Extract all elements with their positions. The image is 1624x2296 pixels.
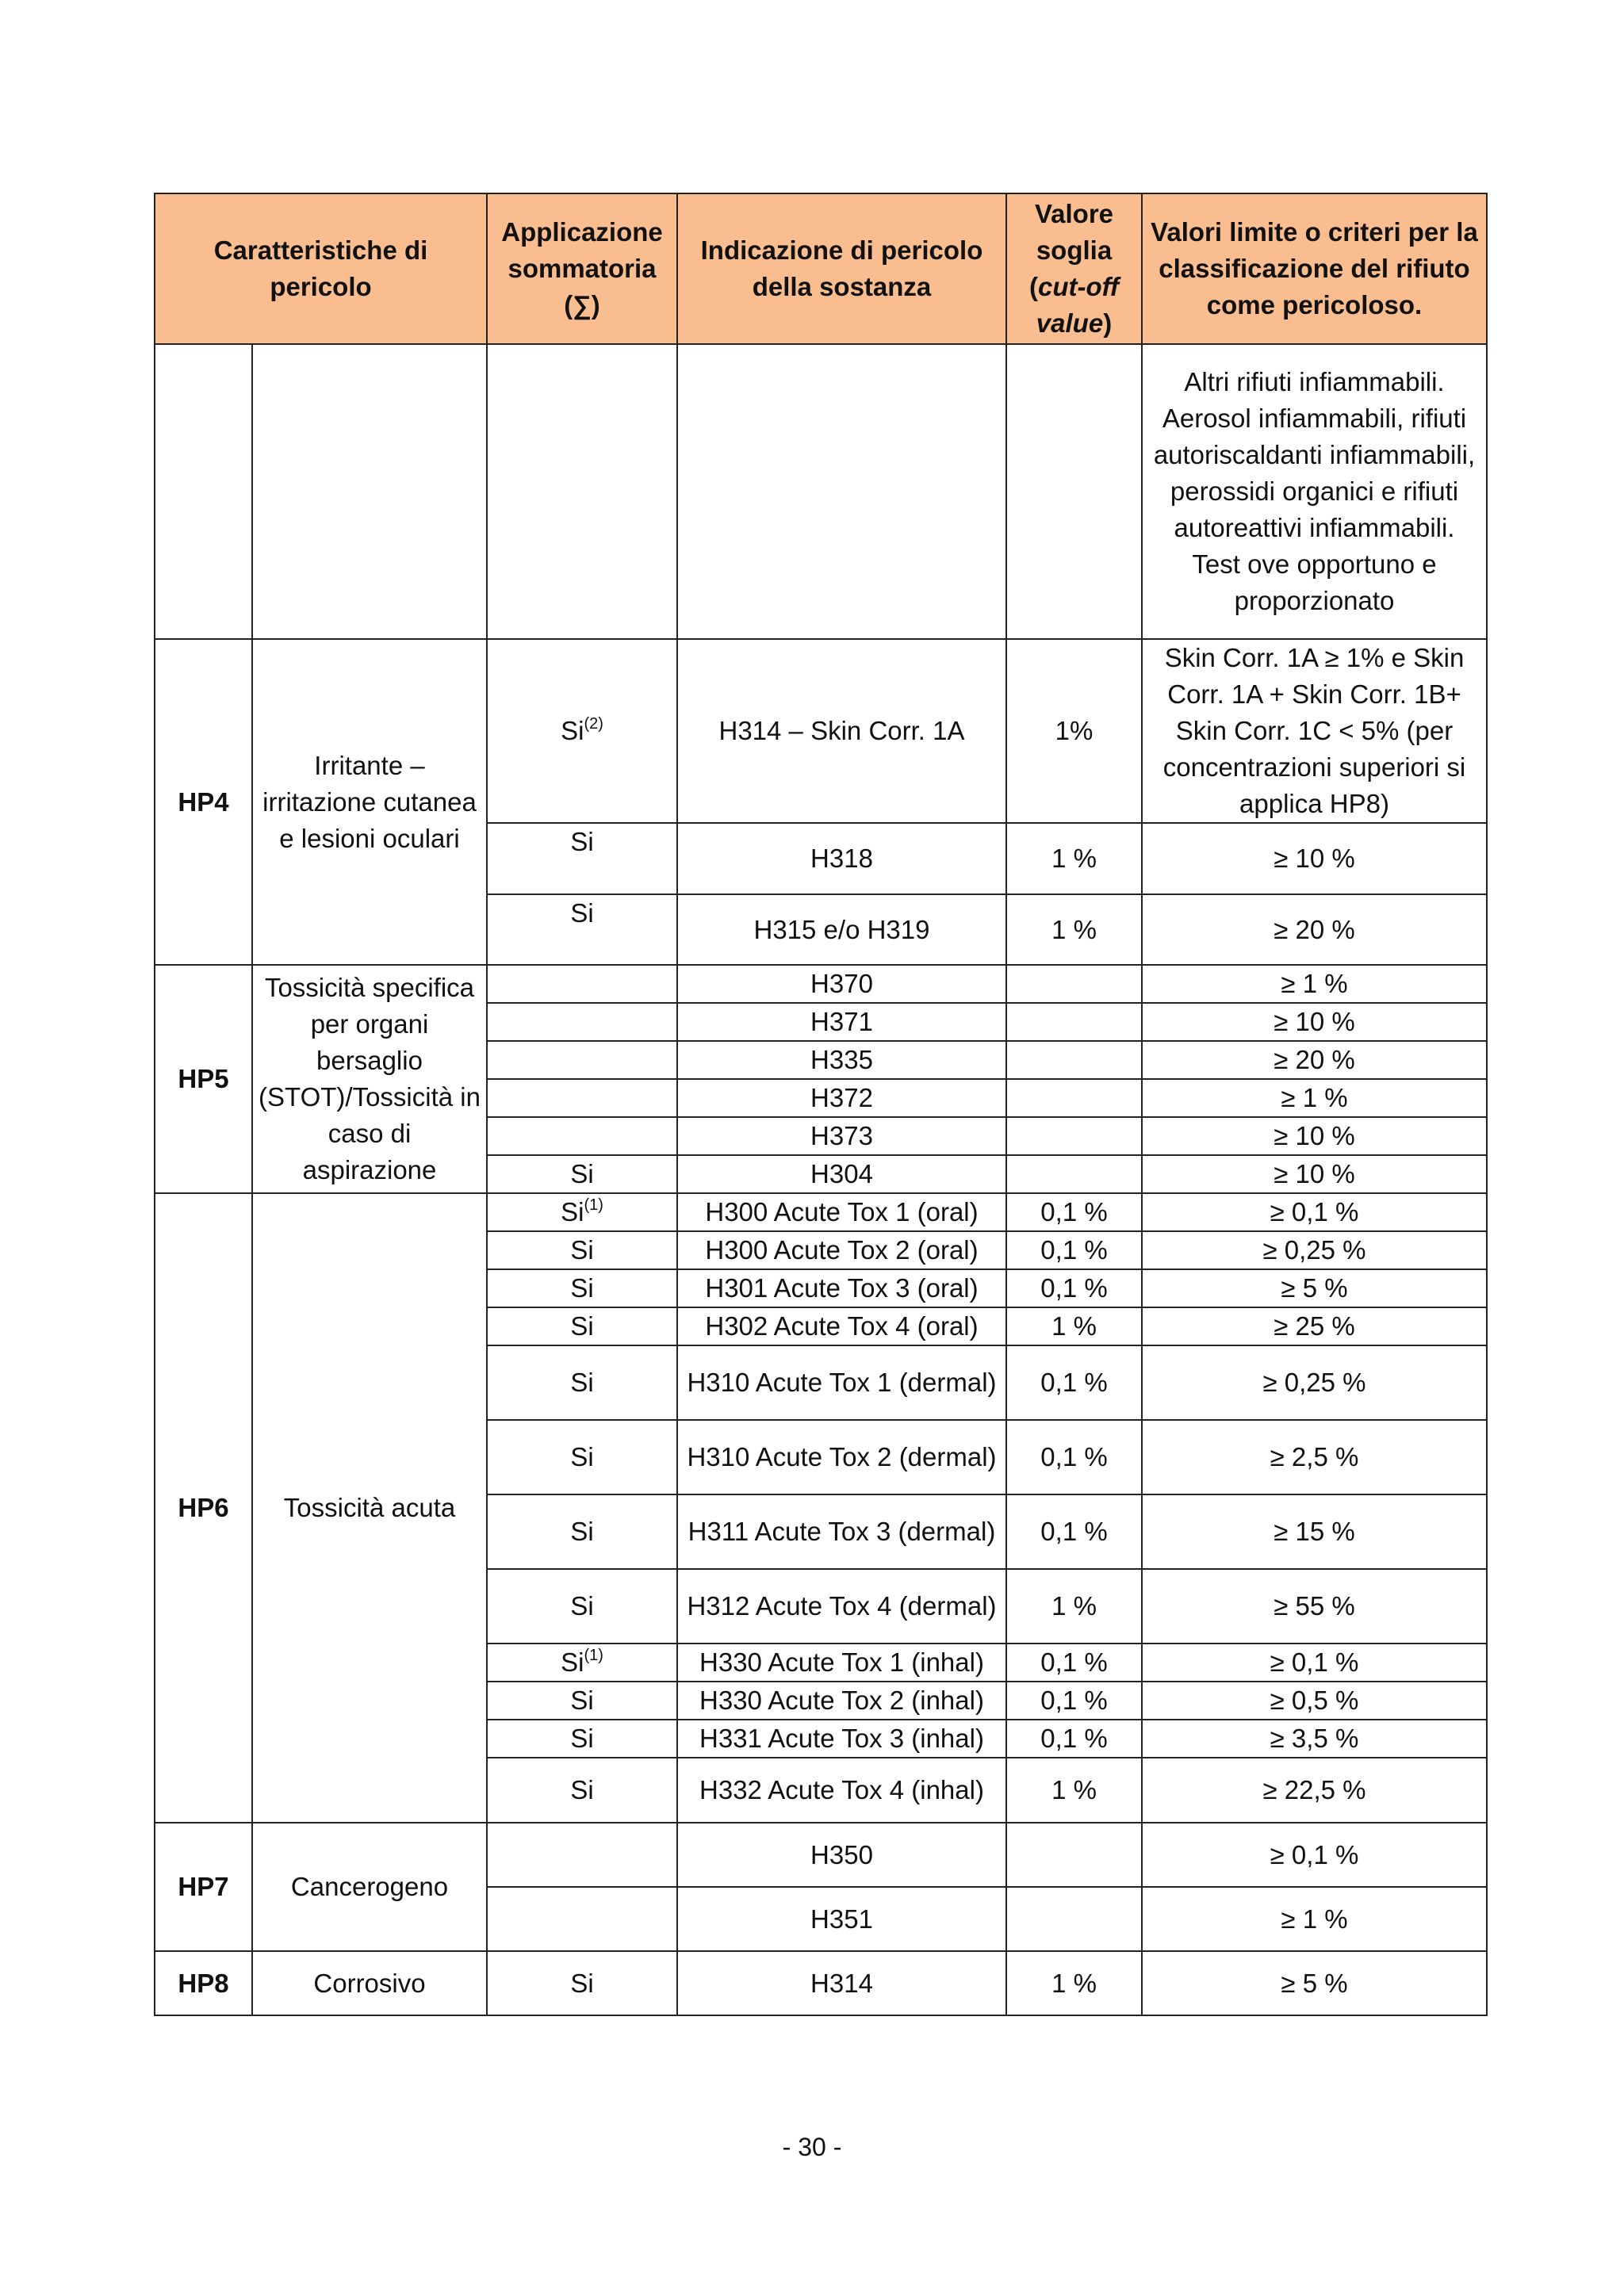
- empty-cell: [677, 344, 1006, 639]
- limit-cell: ≥ 20 %: [1142, 894, 1487, 965]
- summation-cell: Si: [487, 1420, 677, 1494]
- header-hazard-statement: Indicazione di pericolo della sostanza: [677, 193, 1006, 344]
- cutoff-cell: 1 %: [1006, 1307, 1142, 1345]
- limit-cell: ≥ 0,25 %: [1142, 1345, 1487, 1420]
- cutoff-cell: 1 %: [1006, 1758, 1142, 1823]
- cutoff-cell: [1006, 1887, 1142, 1951]
- header-limit-values: Valori limite o criteri per la classificazione del rifiuto come pericoloso.: [1142, 193, 1487, 344]
- hazard-classification-table: [154, 193, 1488, 2016]
- summation-cell: Si: [487, 1231, 677, 1269]
- summation-cell: Si: [487, 1494, 677, 1569]
- hazard-cell: H314: [677, 1951, 1006, 2015]
- header-hazard-characteristics: Caratteristiche di pericolo: [155, 193, 487, 344]
- limit-cell: ≥ 22,5 %: [1142, 1758, 1487, 1823]
- cutoff-cell: 0,1 %: [1006, 1269, 1142, 1307]
- table-row: [155, 639, 1487, 823]
- summation-cell: Si$^{(1)}$: [487, 1644, 677, 1682]
- cutoff-cell: 0,1 %: [1006, 1193, 1142, 1231]
- cutoff-cell: 1 %: [1006, 823, 1142, 894]
- hazard-cell: H330 Acute Tox 1 (inhal): [677, 1644, 1006, 1682]
- hp5-code: HP5: [155, 965, 252, 1193]
- summation-cell: Si: [487, 1951, 677, 2015]
- header-summation: Applicazione sommatoria (∑): [487, 193, 677, 344]
- hazard-cell: H373: [677, 1117, 1006, 1155]
- summation-cell: [487, 1117, 677, 1155]
- hp8-code: HP8: [155, 1951, 252, 2015]
- cutoff-cell: 1 %: [1006, 1569, 1142, 1644]
- hazard-cell: H351: [677, 1887, 1006, 1951]
- limit-cell: ≥ 0,5 %: [1142, 1682, 1487, 1720]
- empty-cell: [252, 344, 487, 639]
- hazard-cell: H312 Acute Tox 4 (dermal): [677, 1569, 1006, 1644]
- hp8-name: Corrosivo: [252, 1951, 487, 2015]
- summation-cell: Si: [487, 1682, 677, 1720]
- table-row: [155, 344, 1487, 639]
- hazard-cell: H300 Acute Tox 2 (oral): [677, 1231, 1006, 1269]
- cutoff-cell: [1006, 1041, 1142, 1079]
- summation-cell: [487, 1823, 677, 1887]
- summation-cell: [487, 1041, 677, 1079]
- empty-cell: [155, 344, 252, 639]
- summation-cell: [487, 1887, 677, 1951]
- summation-cell: Si: [487, 1269, 677, 1307]
- summation-cell: Si: [487, 1155, 677, 1193]
- cutoff-cell: [1006, 965, 1142, 1003]
- limit-cell: ≥ 0,1 %: [1142, 1823, 1487, 1887]
- hazard-cell: H318: [677, 823, 1006, 894]
- hp6-code: HP6: [155, 1193, 252, 1823]
- cutoff-cell: 1%: [1006, 639, 1142, 823]
- cutoff-cell: 0,1 %: [1006, 1494, 1142, 1569]
- cutoff-cell: [1006, 1079, 1142, 1117]
- limit-cell: ≥ 2,5 %: [1142, 1420, 1487, 1494]
- hazard-cell: H350: [677, 1823, 1006, 1887]
- table-row: [155, 965, 1487, 1003]
- limit-cell: ≥ 1 %: [1142, 965, 1487, 1003]
- page-number: - 30 -: [782, 2133, 842, 2161]
- cutoff-cell: 0,1 %: [1006, 1231, 1142, 1269]
- limit-cell: ≥ 0,1 %: [1142, 1644, 1487, 1682]
- summation-cell: [487, 1079, 677, 1117]
- summation-cell: [487, 1003, 677, 1041]
- continuation-limit-text: Altri rifiuti infiammabili. Aerosol infiammabili, rifiuti autoriscaldanti infiammabili, perossidi organici e rifiuti autoreattivi infiammabili. Test ove opportuno e proporzionato: [1142, 344, 1487, 639]
- limit-cell: ≥ 10 %: [1142, 1117, 1487, 1155]
- summation-cell: Si: [487, 1345, 677, 1420]
- hazard-cell: H311 Acute Tox 3 (dermal): [677, 1494, 1006, 1569]
- cutoff-cell: 0,1 %: [1006, 1682, 1142, 1720]
- hazard-cell: H301 Acute Tox 3 (oral): [677, 1269, 1006, 1307]
- hazard-cell: H335: [677, 1041, 1006, 1079]
- summation-cell: [487, 965, 677, 1003]
- cutoff-cell: 0,1 %: [1006, 1420, 1142, 1494]
- hazard-cell: H331 Acute Tox 3 (inhal): [677, 1720, 1006, 1758]
- limit-cell: ≥ 1 %: [1142, 1079, 1487, 1117]
- table-header-row: [155, 193, 1487, 344]
- cutoff-cell: 0,1 %: [1006, 1644, 1142, 1682]
- header-cutoff-value: Valore soglia (cut-off value): [1006, 193, 1142, 344]
- summation-cell: Si: [487, 1569, 677, 1644]
- table-row: [155, 1951, 1487, 2015]
- hp4-code: HP4: [155, 639, 252, 965]
- limit-cell: ≥ 25 %: [1142, 1307, 1487, 1345]
- summation-cell: Si$^{(2)}$: [487, 639, 677, 823]
- summation-cell: Si: [487, 1720, 677, 1758]
- cutoff-cell: [1006, 1155, 1142, 1193]
- table-row: [155, 1193, 1487, 1231]
- hp7-name: Cancerogeno: [252, 1823, 487, 1951]
- cutoff-cell: [1006, 1117, 1142, 1155]
- limit-cell: Skin Corr. 1A ≥ 1% e Skin Corr. 1A + Skin Corr. 1B+ Skin Corr. 1C < 5% (per concentrazioni superiori si applica HP8): [1142, 639, 1487, 823]
- hazard-cell: H300 Acute Tox 1 (oral): [677, 1193, 1006, 1231]
- limit-cell: ≥ 10 %: [1142, 1155, 1487, 1193]
- limit-cell: ≥ 55 %: [1142, 1569, 1487, 1644]
- limit-cell: ≥ 10 %: [1142, 1003, 1487, 1041]
- hazard-cell: H304: [677, 1155, 1006, 1193]
- cutoff-cell: 0,1 %: [1006, 1720, 1142, 1758]
- limit-cell: ≥ 0,1 %: [1142, 1193, 1487, 1231]
- cutoff-cell: 1 %: [1006, 1951, 1142, 2015]
- hp4-name: Irritante – irritazione cutanea e lesioni oculari: [252, 639, 487, 965]
- limit-cell: ≥ 3,5 %: [1142, 1720, 1487, 1758]
- hazard-cell: H302 Acute Tox 4 (oral): [677, 1307, 1006, 1345]
- empty-cell: [487, 344, 677, 639]
- summation-cell: Si: [487, 823, 677, 894]
- hp7-code: HP7: [155, 1823, 252, 1951]
- limit-cell: ≥ 5 %: [1142, 1269, 1487, 1307]
- summation-cell: Si$^{(1)}$: [487, 1193, 677, 1231]
- limit-cell: ≥ 10 %: [1142, 823, 1487, 894]
- summation-cell: Si: [487, 1758, 677, 1823]
- table-row: [155, 1823, 1487, 1887]
- cutoff-cell: [1006, 1003, 1142, 1041]
- limit-cell: ≥ 15 %: [1142, 1494, 1487, 1569]
- cutoff-cell: [1006, 1823, 1142, 1887]
- hazard-cell: H310 Acute Tox 1 (dermal): [677, 1345, 1006, 1420]
- limit-cell: ≥ 0,25 %: [1142, 1231, 1487, 1269]
- hazard-cell: H371: [677, 1003, 1006, 1041]
- cutoff-cell: 0,1 %: [1006, 1345, 1142, 1420]
- hazard-cell: H310 Acute Tox 2 (dermal): [677, 1420, 1006, 1494]
- hazard-cell: H370: [677, 965, 1006, 1003]
- limit-cell: ≥ 1 %: [1142, 1887, 1487, 1951]
- hazard-cell: H315 e/o H319: [677, 894, 1006, 965]
- cutoff-cell: 1 %: [1006, 894, 1142, 965]
- hazard-cell: H330 Acute Tox 2 (inhal): [677, 1682, 1006, 1720]
- hazard-cell: H372: [677, 1079, 1006, 1117]
- empty-cell: [1006, 344, 1142, 639]
- summation-cell: Si: [487, 1307, 677, 1345]
- limit-cell: ≥ 5 %: [1142, 1951, 1487, 2015]
- hazard-cell: H314 – Skin Corr. 1A: [677, 639, 1006, 823]
- hazard-cell: H332 Acute Tox 4 (inhal): [677, 1758, 1006, 1823]
- hp6-name: Tossicità acuta: [252, 1193, 487, 1823]
- limit-cell: ≥ 20 %: [1142, 1041, 1487, 1079]
- summation-cell: Si: [487, 894, 677, 965]
- hp5-name: Tossicità specifica per organi bersaglio (STOT)/Tossicità in caso di aspirazione: [252, 965, 487, 1193]
